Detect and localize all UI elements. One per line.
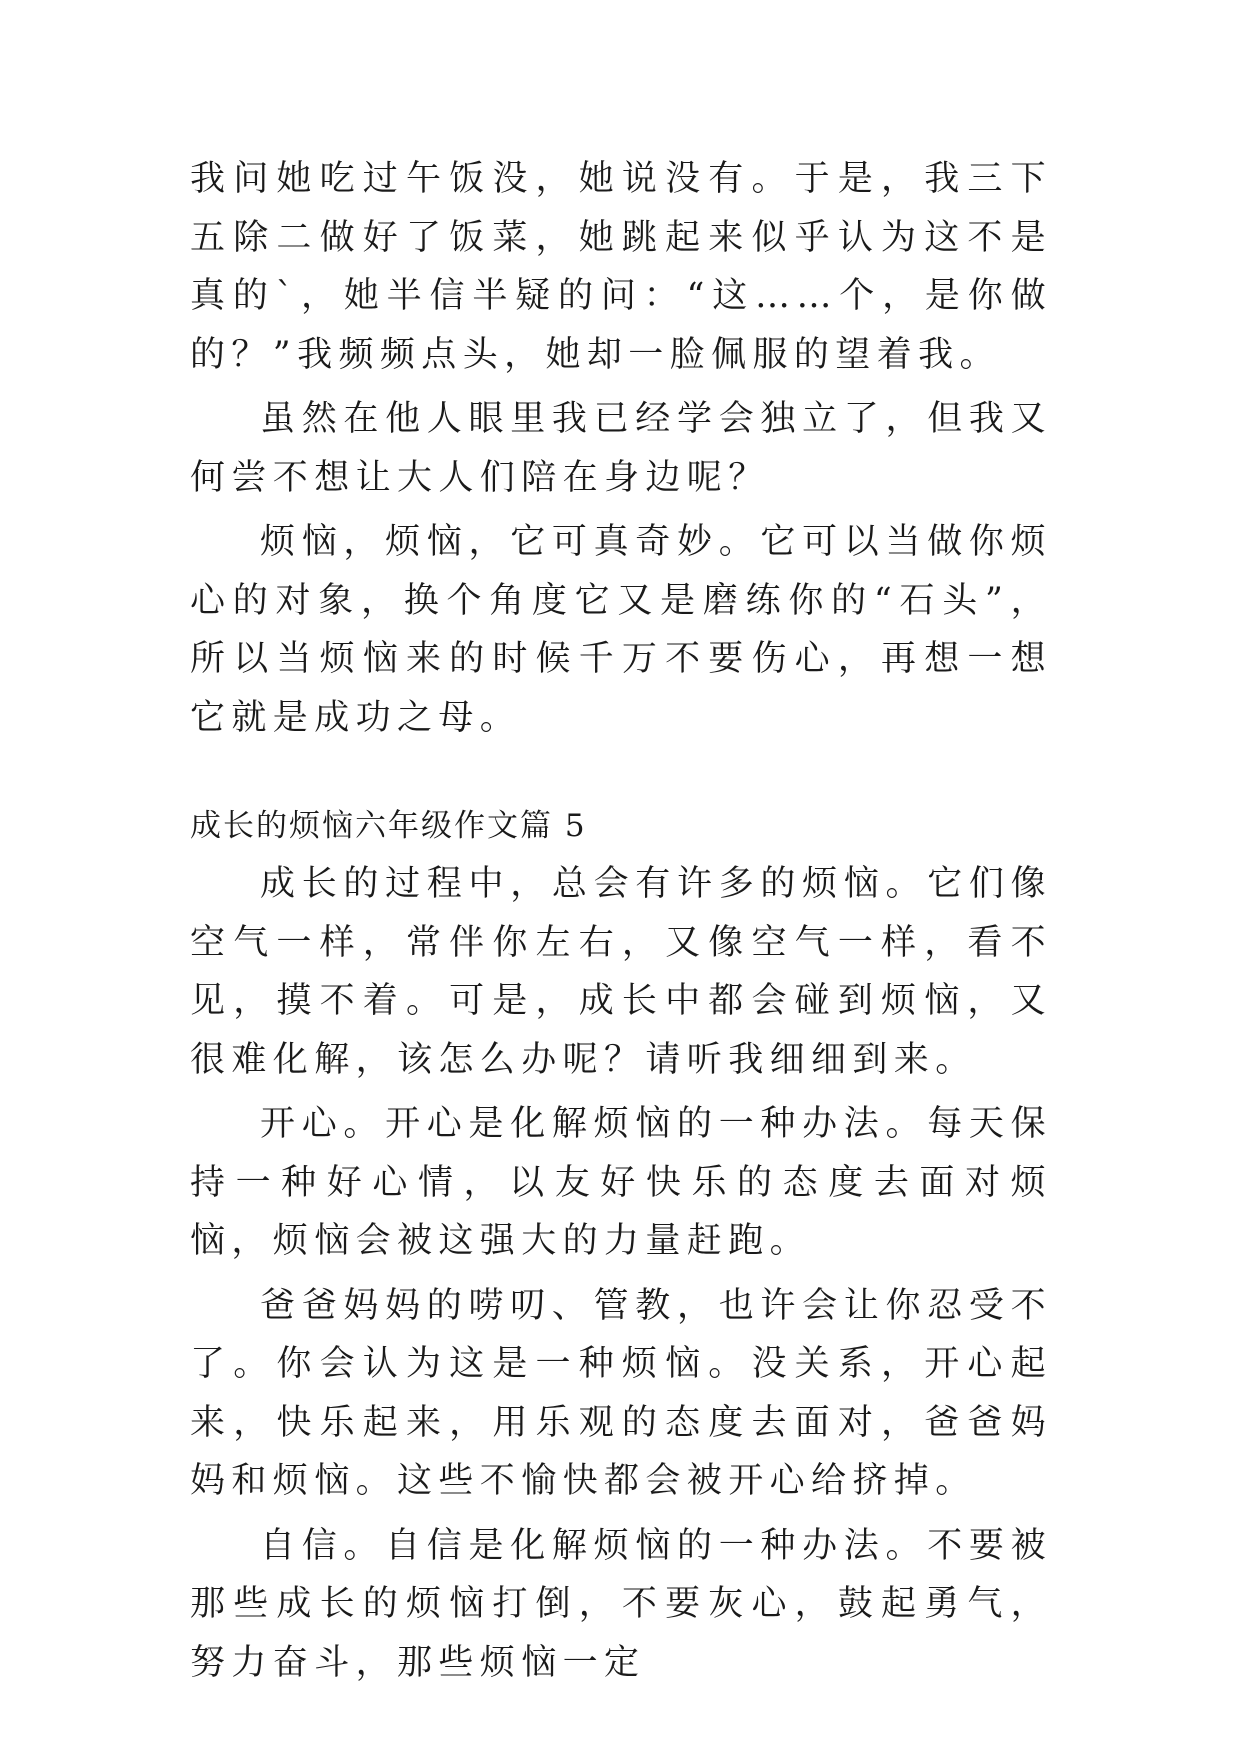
paragraph-parents: 爸爸妈妈的唠叨、管教，也许会让你忍受不了。你会认为这是一种烦恼。没关系，开心起来，快乐起来，用乐观的态度去面对，爸爸妈妈和烦恼。这些不愉快都会被开心给挤掉。 xyxy=(190,1285,1052,1501)
paragraph-confidence: 自信。自信是化解烦恼的一种办法。不要被那些成长的烦恼打倒，不要灰心，鼓起勇气，努力奋斗，那些烦恼一定 xyxy=(190,1525,1052,1683)
paragraph-growth-intro: 成长的过程中，总会有许多的烦恼。它们像空气一样，常伴你左右，又像空气一样，看不见，摸不着。可是，成长中都会碰到烦恼，又很难化解，该怎么办呢？请听我细细到来。 xyxy=(190,864,1052,1080)
paragraph-lunch: 我问她吃过午饭没，她说没有。于是，我三下五除二做好了饭菜，她跳起来似乎认为这不是真的`，她半信半疑的问：“这……个，是你做的？”我频频点头，她却一脸佩服的望着我。 xyxy=(190,159,1052,375)
paragraph-worries-wonder: 烦恼，烦恼，它可真奇妙。它可以当做你烦心的对象，换个角度它又是磨练你的“石头”，所以当烦恼来的时候千万不要伤心，再想一想它就是成功之母。 xyxy=(190,522,1052,738)
paragraph-independence: 虽然在他人眼里我已经学会独立了，但我又何尝不想让大人们陪在身边呢？ xyxy=(190,399,1052,498)
section-title: 成长的烦恼六年级作文篇 5 xyxy=(190,808,587,844)
document-page xyxy=(190,150,1052,1692)
paragraph-happiness: 开心。开心是化解烦恼的一种办法。每天保持一种好心情，以友好快乐的态度去面对烦恼，烦恼会被这强大的力量赶跑。 xyxy=(190,1104,1052,1261)
